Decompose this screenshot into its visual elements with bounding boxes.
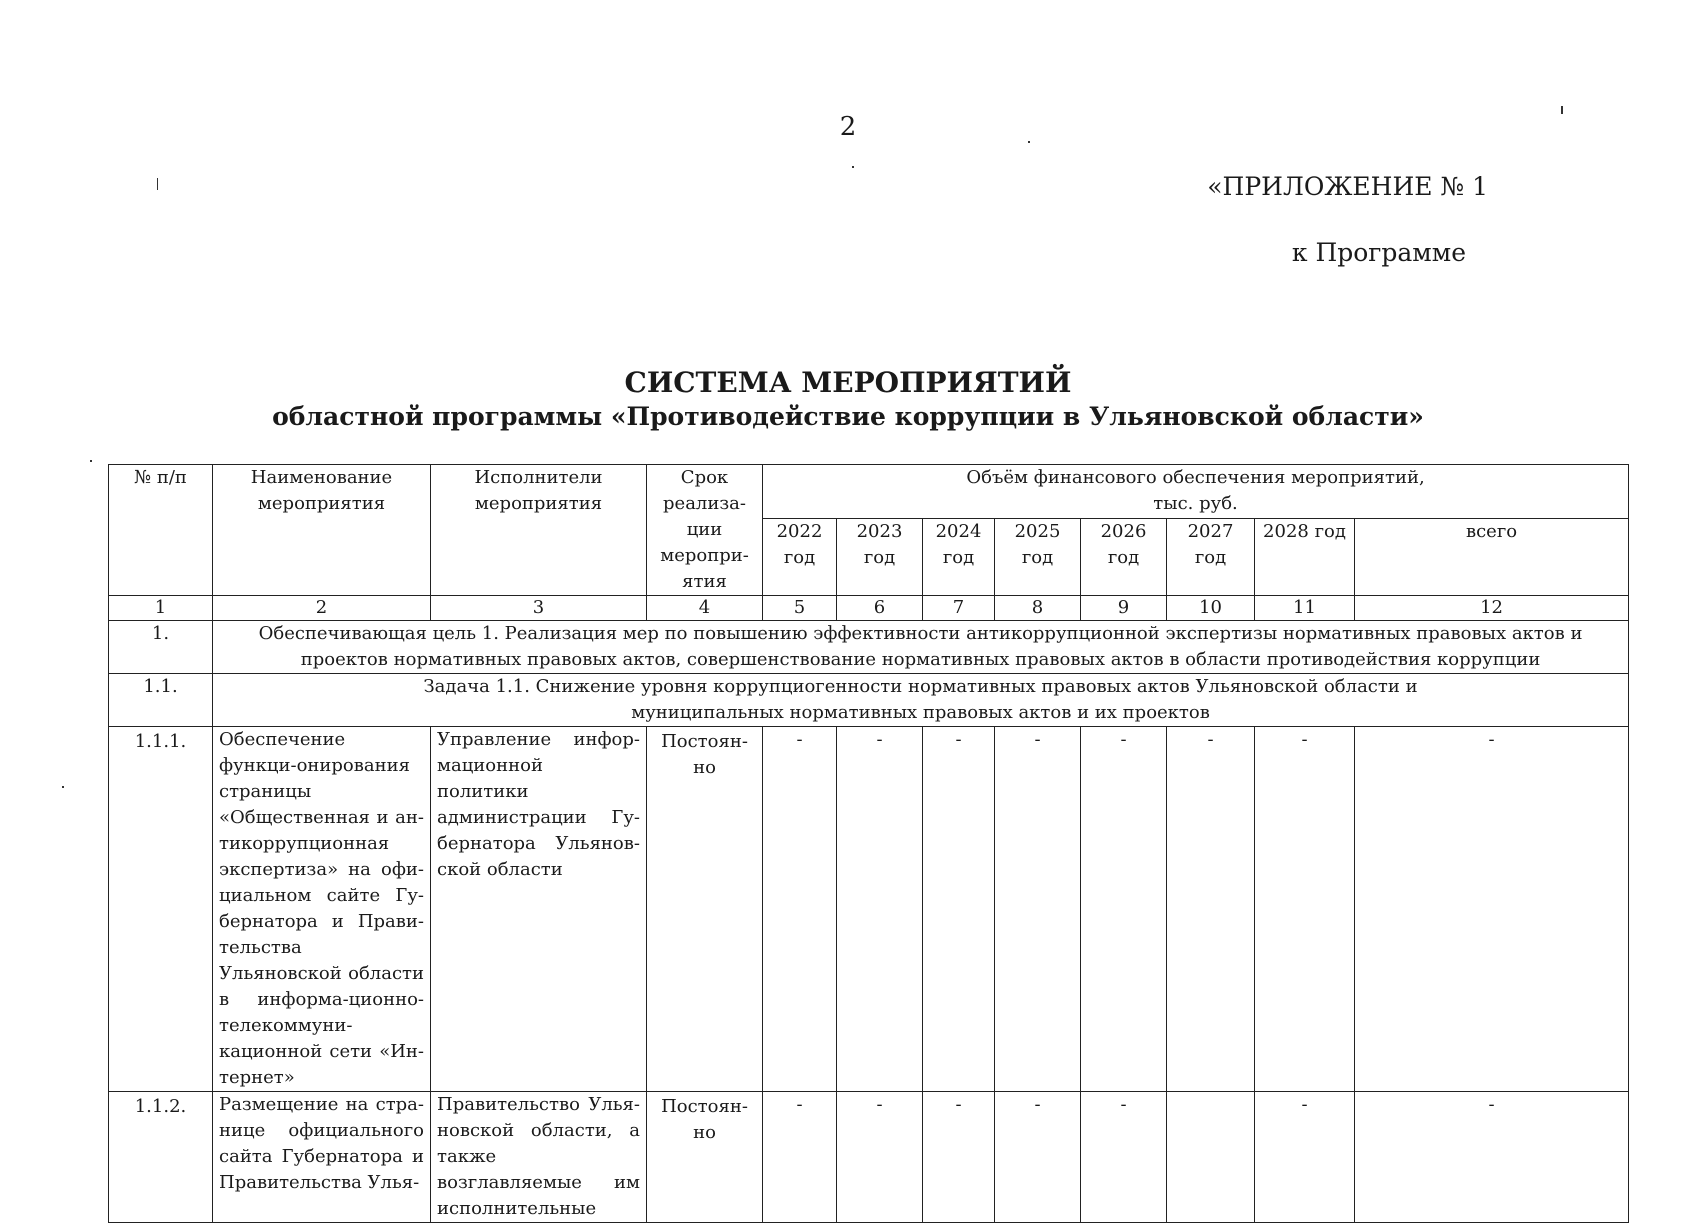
row-value-2027 [1167,1092,1255,1223]
row-value-2023: - [837,1092,923,1223]
column-number: 6 [837,596,923,621]
column-number: 11 [1255,596,1355,621]
row-value-2027: - [1167,727,1255,1092]
row-executors: Управление инфор-мационной политики администрации Гу-бернатора Ульянов-ской области [431,727,647,1092]
row-value-2026: - [1081,727,1167,1092]
task-text: Задача 1.1. Снижение уровня коррупциогенности нормативных правовых актов Ульяновской области и муниципальных нормативных правовых актов и их проектов [213,674,1629,727]
page-number: 2 [839,112,857,142]
header-total: всего [1355,519,1629,596]
row-total: - [1355,1092,1629,1223]
column-number: 1 [109,596,213,621]
column-number: 12 [1355,596,1629,621]
header-year-2023: 2023 год [837,519,923,596]
row-value-2022: - [763,1092,837,1223]
header-executors: Исполнители мероприятия [431,465,647,596]
row-value-2025: - [995,727,1081,1092]
task-number: 1.1. [109,674,213,727]
header-num: № п/п [109,465,213,596]
column-number: 8 [995,596,1081,621]
row-value-2025: - [995,1092,1081,1223]
appendix-title: «ПРИЛОЖЕНИЕ № 1 [1207,172,1488,201]
scan-speck [852,166,854,168]
column-number: 3 [431,596,647,621]
goal-number: 1. [109,621,213,674]
column-number: 7 [923,596,995,621]
column-number: 5 [763,596,837,621]
row-executors: Правительство Улья-новской области, а также возглавляемые им исполнительные [431,1092,647,1223]
measures-table [108,464,1629,1223]
header-year-2027: 2027 год [1167,519,1255,596]
row-term: Постоян-но [647,727,763,1092]
row-value-2026: - [1081,1092,1167,1223]
row-number: 1.1.1. [109,727,213,1092]
document-title: СИСТЕМА МЕРОПРИЯТИЙ [624,366,1072,399]
header-name: Наименование мероприятия [213,465,431,596]
column-number: 4 [647,596,763,621]
document-subtitle: областной программы «Противодействие коррупции в Ульяновской области» [272,402,1424,431]
scan-speck [62,786,64,788]
scan-speck [157,178,158,190]
row-value-2024: - [923,727,995,1092]
table-row [109,1092,1629,1223]
goal-text: Обеспечивающая цель 1. Реализация мер по повышению эффективности антикоррупционной экспертизы нормативных правовых актов и проектов нормативных правовых актов, совершенствование нормативных правовых актов в области противодействия коррупции [213,621,1629,674]
table-row [109,727,1629,1092]
scan-speck [1561,106,1563,114]
header-year-2025: 2025 год [995,519,1081,596]
header-term: Срок реализа-ции меропри-ятия [647,465,763,596]
row-name: Обеспечение функци-онирования страницы «Общественная и ан-тикоррупционная экспертиза» на офи-циальном сайте Гу-бернатора и Прави-тельства Ульяновской области в информа-ционно-телекоммуни-кационной сети «Ин-тернет» [213,727,431,1092]
scan-speck [1028,141,1030,143]
row-value-2022: - [763,727,837,1092]
column-number: 2 [213,596,431,621]
header-year-2022: 2022 год [763,519,837,596]
goal-row [109,621,1629,674]
row-number: 1.1.2. [109,1092,213,1223]
row-value-2028: - [1255,727,1355,1092]
header-finance: Объём финансового обеспечения мероприятий, тыс. руб. [763,465,1629,519]
row-value-2028: - [1255,1092,1355,1223]
row-name: Размещение на стра-нице официального сайта Губернатора и Правительства Улья- [213,1092,431,1223]
row-total: - [1355,727,1629,1092]
scan-speck [90,460,92,462]
header-year-2028: 2028 год [1255,519,1355,596]
row-value-2023: - [837,727,923,1092]
row-value-2024: - [923,1092,995,1223]
header-year-2024: 2024 год [923,519,995,596]
column-number: 10 [1167,596,1255,621]
task-row [109,674,1629,727]
appendix-subtitle: к Программе [1291,238,1466,267]
row-term: Постоян-но [647,1092,763,1223]
header-year-2026: 2026 год [1081,519,1167,596]
column-number: 9 [1081,596,1167,621]
